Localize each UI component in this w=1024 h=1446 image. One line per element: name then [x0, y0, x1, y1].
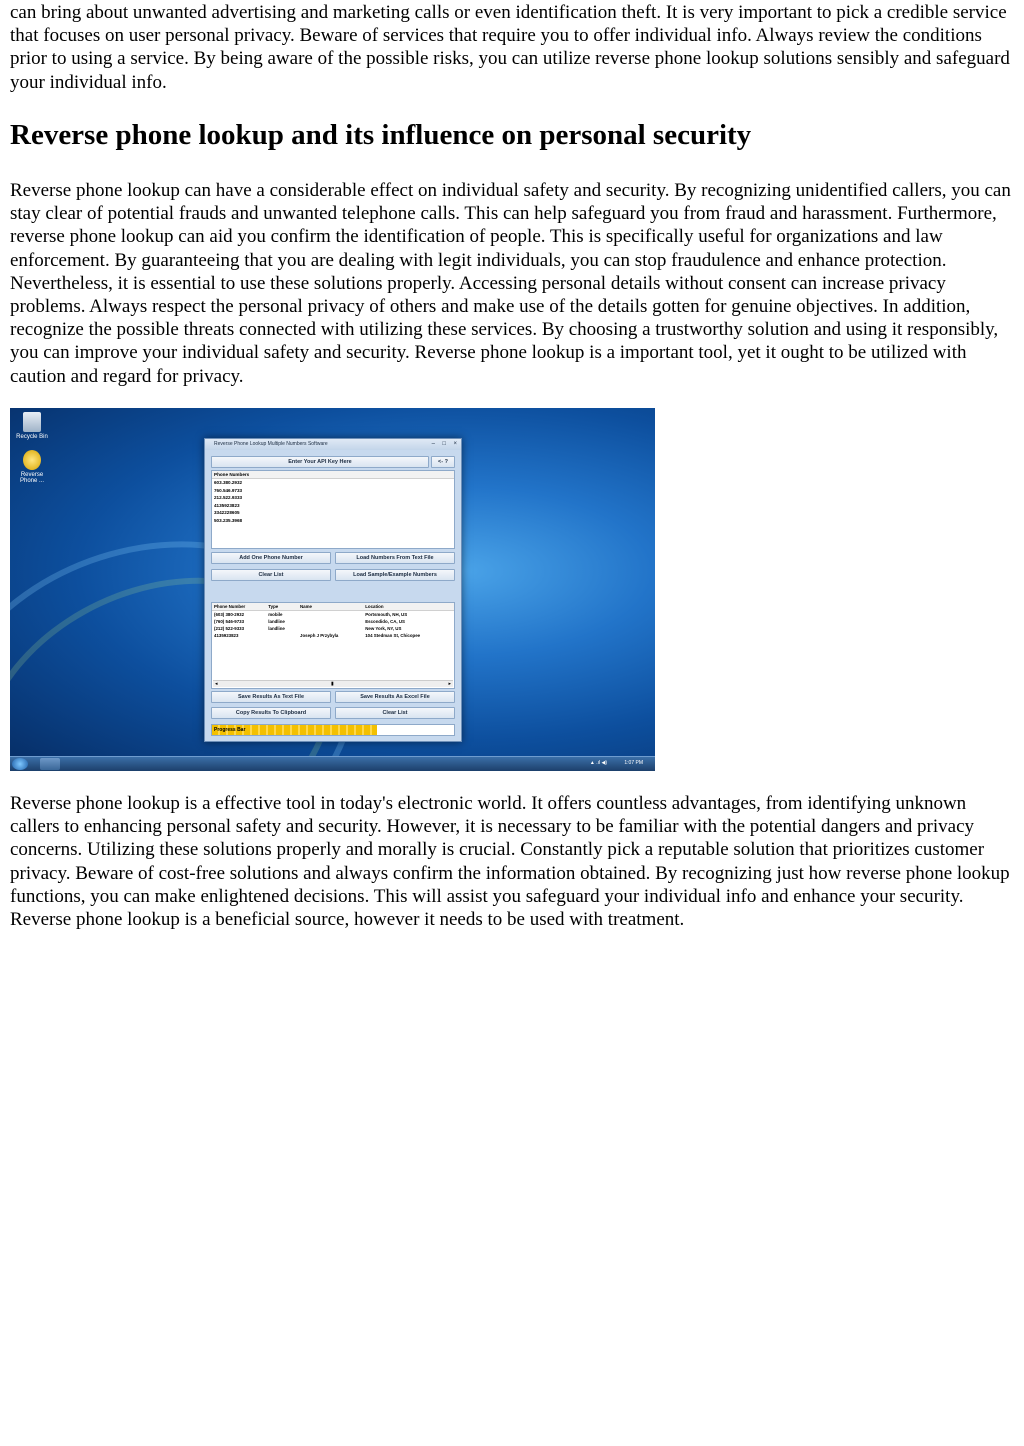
- column-header[interactable]: Type: [266, 603, 298, 611]
- table-cell: [298, 625, 363, 632]
- list-item[interactable]: 503.235.3968: [214, 517, 243, 523]
- table-cell: Portsmouth, NH, US: [365, 612, 408, 617]
- recycle-bin-label: Recycle Bin: [16, 434, 48, 440]
- table-cell: [266, 632, 298, 639]
- table-cell: (760) 546-9733: [214, 619, 245, 624]
- system-tray-icons[interactable]: ▲ .ıl ◀): [589, 760, 607, 766]
- taskbar-clock[interactable]: 1:07 PM: [624, 760, 643, 766]
- clear-list-button[interactable]: Clear List: [211, 569, 331, 581]
- close-button[interactable]: ×: [453, 441, 457, 447]
- maximize-button[interactable]: □: [442, 441, 446, 447]
- progress-bar: [211, 724, 455, 736]
- app-shortcut-label: Reverse Phone ...: [19, 472, 45, 484]
- scroll-thumb[interactable]: ▮: [331, 681, 334, 687]
- intro-paragraph: can bring about unwanted advertising and marketing calls or even identification theft. It is very important to pick a credible service that focuses on user personal privacy. Beware of services that require you to offer individual info. Always review the conditions prior to using a service. By being aware of the possible risks, you can utilize reverse phone lookup solutions sensibly and safeguard your individual info.: [10, 2, 1010, 93]
- list-item[interactable]: 760.546.9733: [214, 487, 243, 493]
- save-excel-button[interactable]: Save Results As Excel File: [335, 691, 455, 703]
- results-table: [212, 603, 454, 639]
- table-cell: [298, 618, 363, 625]
- table-cell: landline: [268, 619, 285, 624]
- conclusion-paragraph: Reverse phone lookup is a effective tool in today's electronic world. It offers countless advantages, from identifying unknown callers to enhancing personal safety and security. However, it is necessary to be familiar with the potential dangers and privacy concerns. Utilizing these solutions properly and morally is crucial. Constantly pick a reputable solution that prioritizes customer privacy. Beware of cost-free solutions and always confirm the information obtained. By recognizing just how reverse phone lookup functions, you can make enlightened decisions. This will assist you safeguard your individual info and enhance your security. Reverse phone lookup is a beneficial source, however it needs to be used with treatment.: [10, 793, 1010, 931]
- scroll-left-icon[interactable]: ◂: [215, 681, 218, 687]
- section-heading: Reverse phone lookup and its influence on personal security: [10, 119, 752, 151]
- results-table-panel[interactable]: [211, 602, 455, 689]
- start-button-icon[interactable]: [12, 758, 28, 770]
- table-cell: mobile: [268, 612, 283, 617]
- list-item[interactable]: 603.380.2932: [214, 480, 243, 485]
- taskbar: [10, 756, 655, 771]
- table-cell: 104 Stedman St, Chicopee: [365, 633, 421, 638]
- table-cell: New York, NY, US: [365, 626, 402, 631]
- software-screenshot: [10, 408, 655, 771]
- table-row[interactable]: [212, 611, 454, 619]
- table-cell: 4135923823: [214, 633, 239, 638]
- window-title: Reverse Phone Lookup Multiple Numbers Software: [214, 441, 328, 447]
- table-cell: Joseph J Przybyla: [300, 633, 339, 638]
- taskbar-app-icon[interactable]: [40, 758, 60, 770]
- copy-clipboard-button[interactable]: Copy Results To Clipboard: [211, 707, 331, 719]
- clear-results-button[interactable]: Clear List: [335, 707, 455, 719]
- table-cell: (212) 522-9333: [214, 626, 245, 631]
- list-item[interactable]: 4135923823: [214, 502, 240, 508]
- column-header[interactable]: Phone Number: [212, 603, 266, 611]
- table-row[interactable]: [212, 618, 454, 625]
- app-window: [204, 438, 462, 742]
- load-text-file-button[interactable]: Load Numbers From Text File: [335, 552, 455, 564]
- add-phone-button[interactable]: Add One Phone Number: [211, 552, 331, 564]
- list-item[interactable]: 3342228605: [214, 510, 240, 516]
- back-help-button[interactable]: <- ?: [431, 456, 455, 468]
- horizontal-scrollbar[interactable]: [213, 680, 453, 687]
- phone-list-header: Phone Numbers: [212, 471, 454, 479]
- table-cell: Escondido, CA, US: [365, 619, 405, 624]
- progress-label: Progress Bar: [214, 727, 246, 733]
- scroll-right-icon[interactable]: ▸: [448, 681, 451, 687]
- column-header[interactable]: Name: [298, 603, 363, 611]
- api-key-button[interactable]: Enter Your API Key Here: [211, 456, 429, 468]
- app-shortcut-icon[interactable]: [12, 450, 52, 484]
- load-sample-button[interactable]: Load Sample/Example Numbers: [335, 569, 455, 581]
- phone-list-box[interactable]: [211, 470, 455, 549]
- recycle-bin-icon[interactable]: [12, 412, 52, 440]
- minimize-button[interactable]: –: [431, 441, 435, 447]
- table-row[interactable]: [212, 632, 454, 639]
- column-header[interactable]: Location: [363, 603, 454, 611]
- table-row[interactable]: [212, 625, 454, 632]
- list-item[interactable]: 212.522.9333: [214, 495, 243, 501]
- security-paragraph: Reverse phone lookup can have a considerable effect on individual safety and security. By recognizing unidentified callers, you can stay clear of potential frauds and unwanted telephone calls. This can help safeguard you from fraud and harassment. Furthermore, reverse phone lookup can aid you confirm the identification of people. This is specifically useful for organizations and law enforcement. By guaranteeing that you are dealing with legit individuals, you can stop fraudulence and enhance protection. Nevertheless, it is essential to use these solutions properly. Accessing personal details without consent can increase privacy problems. Always respect the personal privacy of others and make use of the details gotten for genuine objectives. In addition, recognize the possible threats connected with utilizing these services. By choosing a trustworthy solution and using it responsibly, you can improve your individual safety and security. Reverse phone lookup is a important tool, yet it ought to be utilized with caution and regard for privacy.: [10, 180, 1011, 387]
- window-titlebar: [205, 439, 461, 450]
- table-cell: (603) 380-2932: [214, 612, 245, 617]
- table-cell: landline: [268, 626, 285, 631]
- table-cell: [298, 611, 363, 619]
- save-text-button[interactable]: Save Results As Text File: [211, 691, 331, 703]
